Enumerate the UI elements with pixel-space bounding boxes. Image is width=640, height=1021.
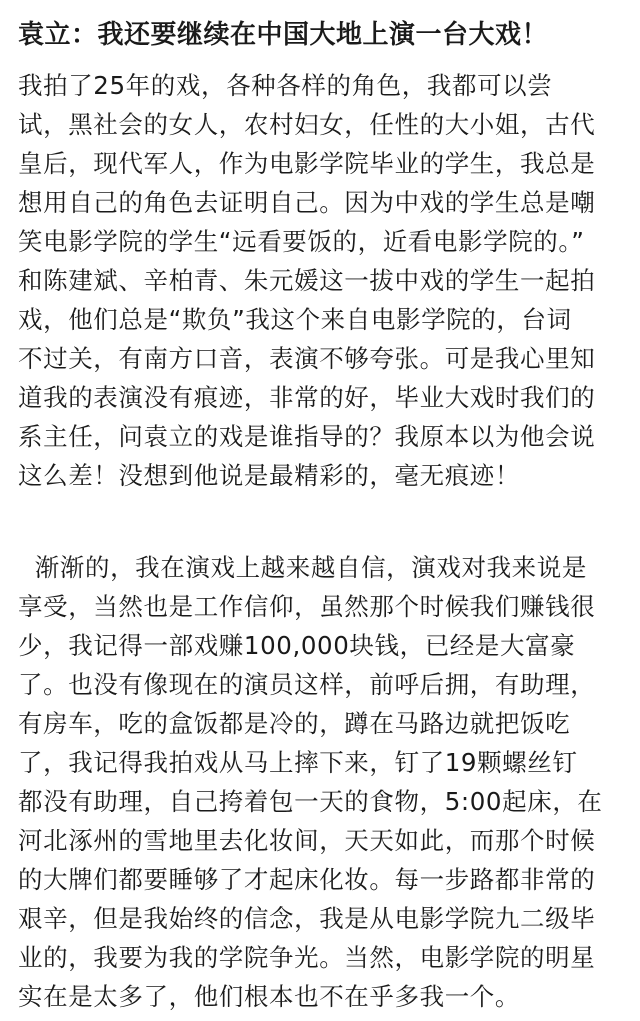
text-line: 试，黑社会的女人，农村妇女，任性的大小姐，古代 bbox=[18, 110, 596, 139]
text-line: 享受，当然也是工作信仰，虽然那个时候我们赚钱很 bbox=[18, 592, 596, 621]
article-title: 袁立：我还要继续在中国大地上演一台大戏！ bbox=[18, 20, 549, 50]
text-line: 和陈建斌、辛柏青、朱元媛这一拔中戏的学生一起拍 bbox=[18, 266, 596, 295]
text-line: 系主任，问袁立的戏是谁指导的？我原本以为他会说 bbox=[18, 422, 596, 451]
text-line: 道我的表演没有痕迹，非常的好，毕业大戏时我们的 bbox=[18, 383, 596, 412]
paragraph-1 bbox=[18, 66, 622, 495]
text-line: 戏，他们总是“欺负”我这个来自电影学院的，台词 bbox=[18, 305, 572, 334]
text-line: 不过关，有南方口音，表演不够夸张。可是我心里知 bbox=[18, 344, 596, 373]
text-line: 笑电影学院的学生“远看要饭的，近看电影学院的。” bbox=[18, 227, 585, 256]
text-line: 我拍了25年的戏，各种各样的角色，我都可以尝 bbox=[18, 71, 553, 100]
text-line: 少，我记得一部戏赚100,000块钱，已经是大富豪 bbox=[18, 631, 576, 660]
text-line: 了。也没有像现在的演员这样，前呼后拥，有助理， bbox=[18, 670, 596, 699]
text-line: 这么差！没想到他说是最精彩的，毫无痕迹！ bbox=[18, 461, 520, 490]
paragraph-2 bbox=[18, 548, 622, 1016]
text-line: 实在是太多了，他们根本也不在乎多我一个。 bbox=[18, 982, 520, 1011]
text-line: 艰辛，但是我始终的信念，我是从电影学院九二级毕 bbox=[18, 904, 596, 933]
text-line: 有房车，吃的盒饭都是冷的，蹲在马路边就把饭吃 bbox=[18, 709, 571, 738]
text-line: 的大牌们都要睡够了才起床化妆。每一步路都非常的 bbox=[18, 865, 596, 894]
text-line: 业的，我要为我的学院争光。当然，电影学院的明星 bbox=[18, 943, 596, 972]
text-line: 河北涿州的雪地里去化妆间，天天如此，而那个时候 bbox=[18, 826, 596, 855]
text-line: 想用自己的角色去证明自己。因为中戏的学生总是嘲 bbox=[18, 188, 596, 217]
text-line: 皇后，现代军人，作为电影学院毕业的学生，我总是 bbox=[18, 149, 596, 178]
text-line: 渐渐的，我在演戏上越来越自信，演戏对我来说是 bbox=[18, 553, 587, 582]
text-line: 了，我记得我拍戏从马上摔下来，钉了19颗螺丝钉 bbox=[18, 748, 578, 777]
text-line: 都没有助理，自己挎着包一天的食物，5:00起床，在 bbox=[18, 787, 603, 816]
